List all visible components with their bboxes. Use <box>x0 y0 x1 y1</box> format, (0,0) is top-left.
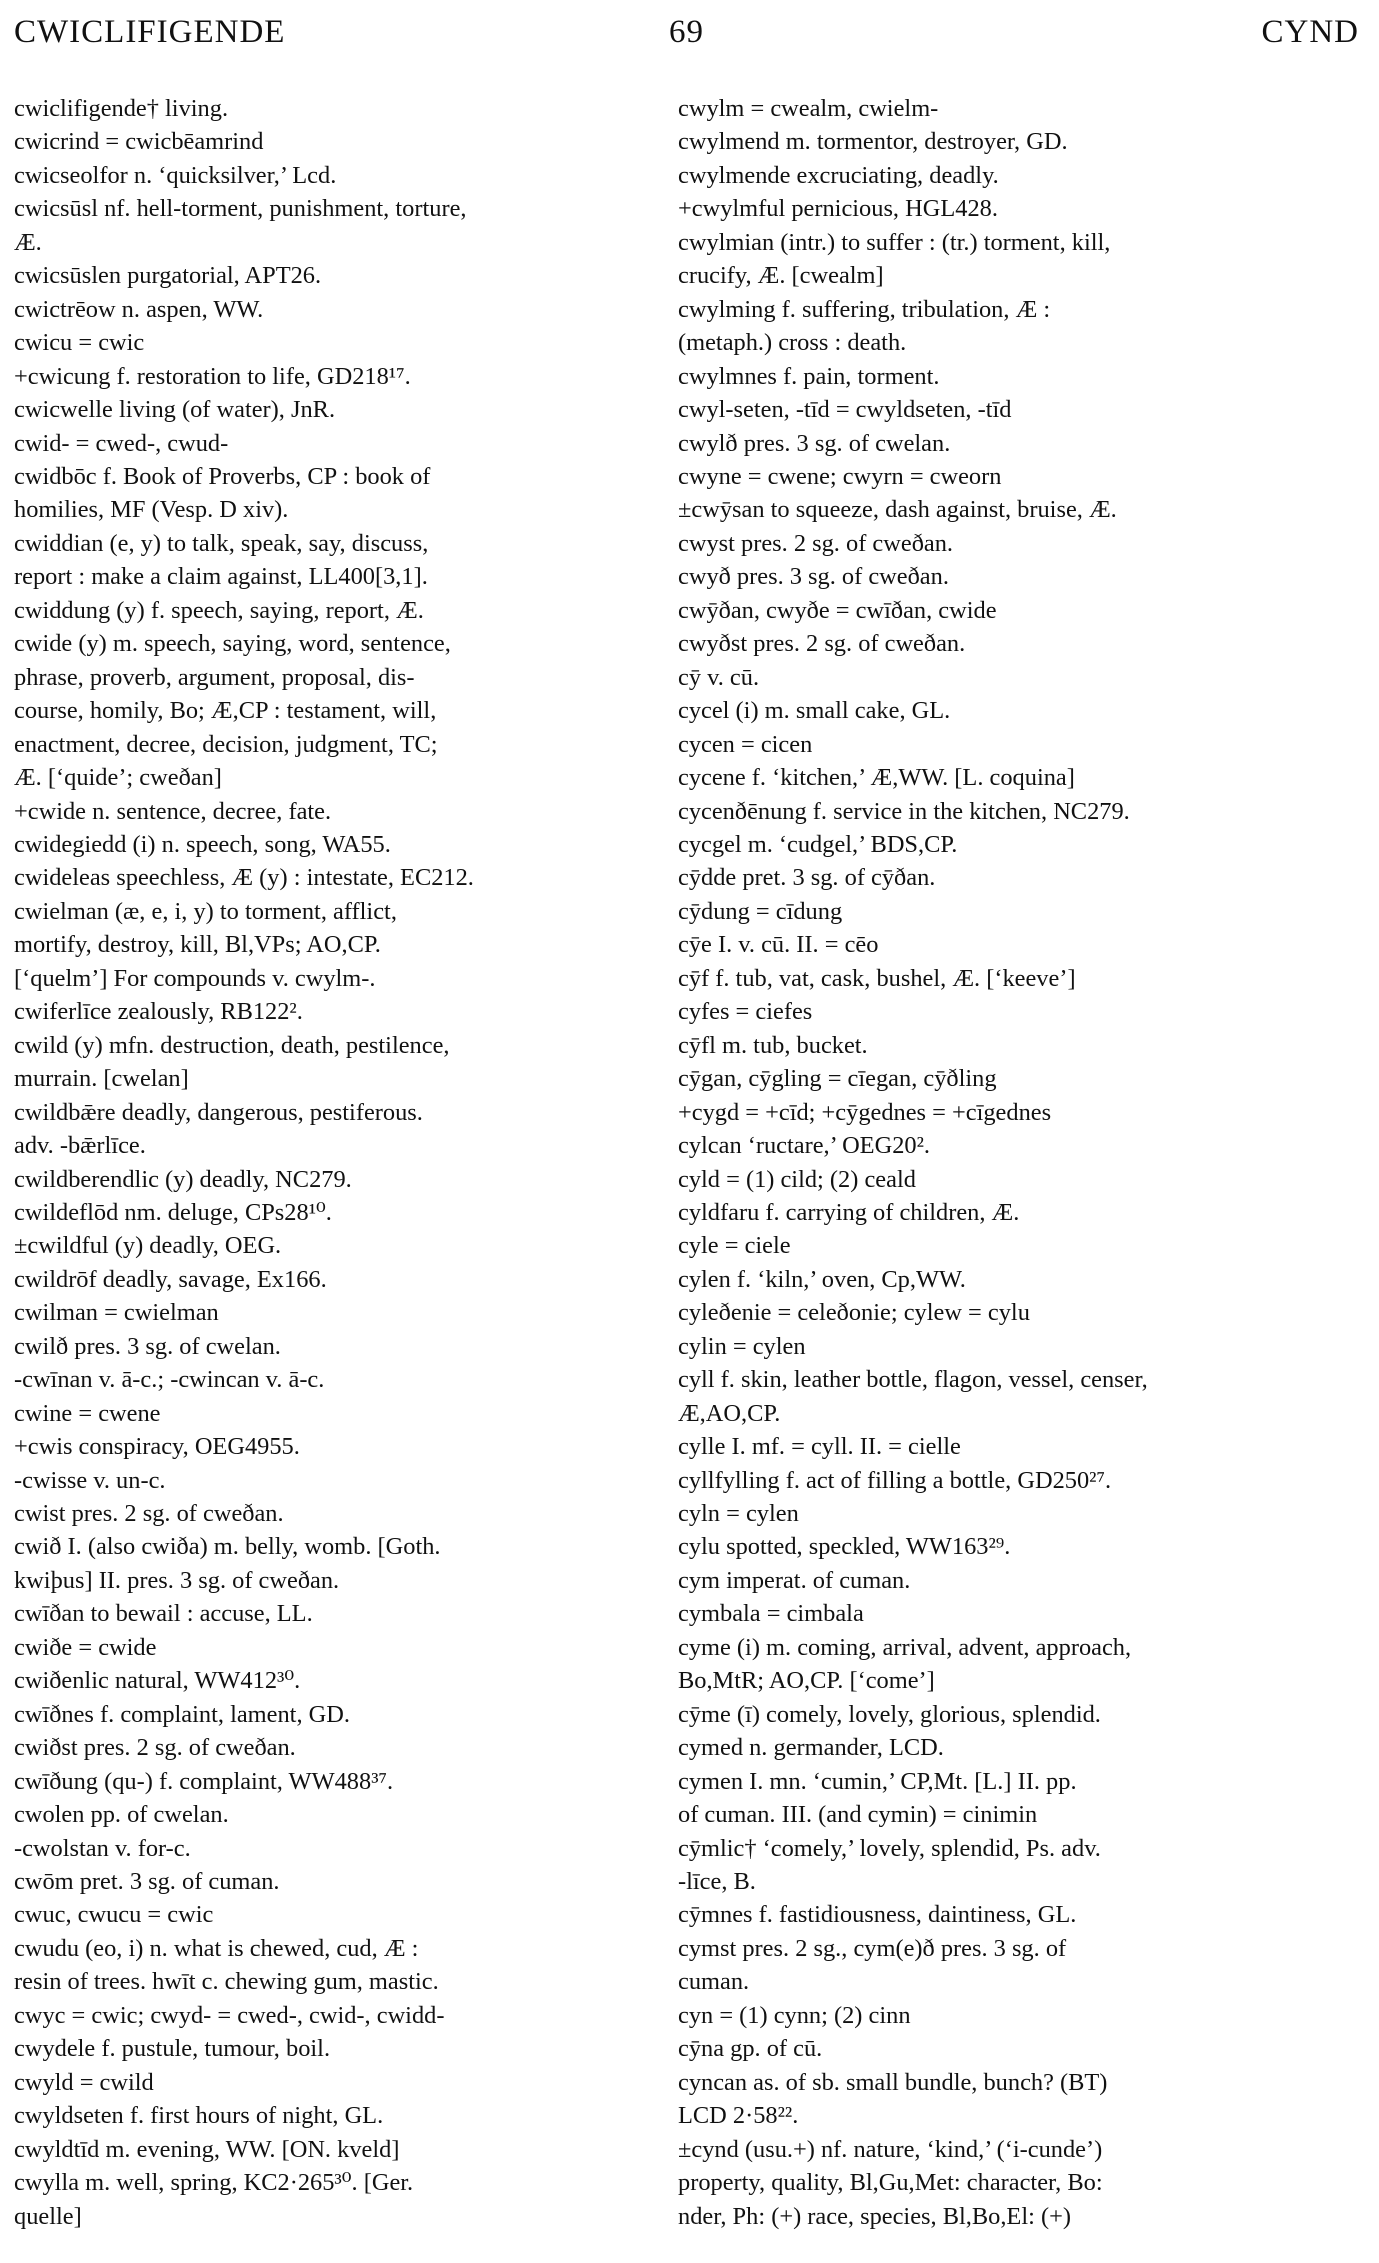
dictionary-line: cwīðung (qu-) f. complaint, WW488³⁷. <box>14 1767 394 1795</box>
dictionary-line: cwyne = cwene; cwyrn = cweorn <box>678 462 1002 490</box>
dictionary-line: cwyst pres. 2 sg. of cweðan. <box>678 529 954 557</box>
dictionary-line: cymen I. mn. ‘cumin,’ CP,Mt. [L.] II. pp. <box>678 1767 1077 1795</box>
dictionary-line: cwicu = cwic <box>14 329 145 357</box>
dictionary-line: cyln = cylen <box>678 1500 799 1528</box>
dictionary-line: cwielman (æ, e, i, y) to torment, afflict, <box>14 897 397 925</box>
dictionary-line: cwicseolfor n. ‘quicksilver,’ Lcd. <box>14 161 337 189</box>
dictionary-line: cwildberendlic (y) deadly, NC279. <box>14 1165 352 1193</box>
dictionary-line: enactment, decree, decision, judgment, TC; <box>14 730 438 758</box>
dictionary-line: cyldfaru f. carrying of children, Æ. <box>678 1198 1020 1226</box>
dictionary-line: Æ. [‘quide’; cweðan] <box>14 764 222 792</box>
dictionary-line: quelle] <box>14 2202 82 2230</box>
dictionary-line: cwicsūslen purgatorial, APT26. <box>14 262 322 290</box>
dictionary-line: cuman. <box>678 1968 750 1996</box>
dictionary-line: cwīðnes f. complaint, lament, GD. <box>14 1700 350 1728</box>
dictionary-line: cwylð pres. 3 sg. of cwelan. <box>678 429 951 457</box>
dictionary-line: cwid- = cwed-, cwud- <box>14 429 229 457</box>
dictionary-line: cylle I. mf. = cyll. II. = cielle <box>678 1433 961 1461</box>
dictionary-line: cyme (i) m. coming, arrival, advent, approach, <box>678 1633 1132 1661</box>
dictionary-line: course, homily, Bo; Æ,CP : testament, will, <box>14 697 437 725</box>
dictionary-line: kwiþus] II. pres. 3 sg. of cweðan. <box>14 1566 340 1594</box>
dictionary-line: adv. -bǣrlīce. <box>14 1132 146 1160</box>
dictionary-line: cwōm pret. 3 sg. of cuman. <box>14 1868 280 1896</box>
dictionary-line: cyllfylling f. act of filling a bottle, GD250²⁷. <box>678 1466 1112 1494</box>
dictionary-line: cwiddian (e, y) to talk, speak, say, discuss, <box>14 529 429 557</box>
dictionary-line: cwine = cwene <box>14 1399 161 1427</box>
dictionary-line: cycen = cicen <box>678 730 813 758</box>
dictionary-line: cwylming f. suffering, tribulation, Æ : <box>678 295 1051 323</box>
dictionary-line: cwylm = cwealm, cwielm- <box>678 95 939 122</box>
dictionary-line: cwicsūsl nf. hell-torment, punishment, torture, <box>14 195 467 223</box>
dictionary-line: cwist pres. 2 sg. of cweðan. <box>14 1500 284 1528</box>
dictionary-line: cymed n. germander, LCD. <box>678 1734 944 1762</box>
dictionary-line: cylcan ‘ructare,’ OEG20². <box>678 1132 930 1160</box>
dictionary-line: ±cwȳsan to squeeze, dash against, bruise, Æ. <box>678 496 1117 524</box>
right-column <box>678 92 1358 2233</box>
dictionary-line: report : make a claim against, LL400[3,1]. <box>14 563 428 591</box>
dictionary-line: cȳ v. cū. <box>678 663 760 691</box>
dictionary-line: +cwide n. sentence, decree, fate. <box>14 797 332 825</box>
dictionary-line: +cwis conspiracy, OEG4955. <box>14 1433 300 1461</box>
dictionary-line: cwiferlīce zealously, RB122². <box>14 998 303 1026</box>
dictionary-line: cyncan as. of sb. small bundle, bunch? (BT) <box>678 2068 1108 2096</box>
dictionary-line: cwildeflōd nm. deluge, CPs28¹⁰. <box>14 1198 332 1226</box>
dictionary-line: cwuc, cwucu = cwic <box>14 1901 214 1929</box>
dictionary-line: +cygd = +cīd; +cȳgednes = +cīgednes <box>678 1098 1052 1126</box>
dictionary-line: (metaph.) cross : death. <box>678 329 907 357</box>
dictionary-line: cȳmlic† ‘comely,’ lovely, splendid, Ps. adv. <box>678 1834 1101 1862</box>
dictionary-line: cwudu (eo, i) n. what is chewed, cud, Æ : <box>14 1934 419 1962</box>
dictionary-line: cwicrind = cwicbēamrind <box>14 128 264 156</box>
dictionary-line: cwild (y) mfn. destruction, death, pestilence, <box>14 1031 450 1059</box>
dictionary-line: Æ,AO,CP. <box>678 1399 781 1427</box>
dictionary-line: -cwīnan v. ā-c.; -cwincan v. ā-c. <box>14 1366 325 1394</box>
dictionary-line: cwide (y) m. speech, saying, word, sentence, <box>14 630 451 658</box>
dictionary-line: cymbala = cimbala <box>678 1600 864 1628</box>
dictionary-line: cwildrōf deadly, savage, Ex166. <box>14 1265 327 1293</box>
dictionary-line: cwiddung (y) f. speech, saying, report, Æ. <box>14 596 424 624</box>
dictionary-line: ±cynd (usu.+) nf. nature, ‘kind,’ (‘i-cunde’) <box>678 2135 1103 2163</box>
dictionary-line: cwyð pres. 3 sg. of cweðan. <box>678 563 949 591</box>
dictionary-line: cyleðenie = celeðonie; cylew = cylu <box>678 1299 1030 1327</box>
dictionary-line: mortify, destroy, kill, Bl,VPs; AO,CP. <box>14 931 381 959</box>
dictionary-line: murrain. [cwelan] <box>14 1065 189 1093</box>
dictionary-line: Bo,MtR; AO,CP. [‘come’] <box>678 1667 935 1695</box>
dictionary-line: homilies, MF (Vesp. D xiv). <box>14 496 289 524</box>
dictionary-line: Æ. <box>14 228 42 256</box>
header-first-headword: CWICLIFIGENDE <box>14 14 286 50</box>
dictionary-line: cycel (i) m. small cake, GL. <box>678 697 951 725</box>
page-number: 69 <box>669 14 704 50</box>
dictionary-line: property, quality, Bl,Gu,Met: character, Bo: <box>678 2169 1103 2197</box>
dictionary-line: resin of trees. hwīt c. chewing gum, mastic. <box>14 1968 439 1996</box>
dictionary-line: cyll f. skin, leather bottle, flagon, vessel, censer, <box>678 1366 1148 1394</box>
dictionary-line: of cuman. III. (and cymin) = cinimin <box>678 1801 1038 1829</box>
dictionary-line: cwyðst pres. 2 sg. of cweðan. <box>678 630 966 658</box>
dictionary-line: cwīðan to bewail : accuse, LL. <box>14 1600 313 1628</box>
dictionary-line: cȳdde pret. 3 sg. of cȳðan. <box>678 864 936 892</box>
dictionary-line: cwiðst pres. 2 sg. of cweðan. <box>14 1734 296 1762</box>
dictionary-line: +cwicung f. restoration to life, GD218¹⁷. <box>14 362 411 390</box>
dictionary-line: cylen f. ‘kiln,’ oven, Cp,WW. <box>678 1265 966 1293</box>
dictionary-line: cwyld = cwild <box>14 2068 154 2096</box>
dictionary-line: cwylla m. well, spring, KC2·265³⁰. [Ger. <box>14 2169 414 2197</box>
dictionary-line: cwilman = cwielman <box>14 1299 219 1327</box>
dictionary-line: cȳdung = cīdung <box>678 897 843 925</box>
dictionary-line: LCD 2·58²². <box>678 2102 799 2130</box>
dictionary-line: cwiclifigende† living. <box>14 95 229 122</box>
dictionary-line: -līce, B. <box>678 1868 756 1896</box>
dictionary-line: cwydele f. pustule, tumour, boil. <box>14 2035 331 2063</box>
dictionary-line: cȳfl m. tub, bucket. <box>678 1031 868 1059</box>
dictionary-line: cȳe I. v. cū. II. = cēo <box>678 931 879 959</box>
dictionary-line: [‘quelm’] For compounds v. cwylm-. <box>14 964 376 992</box>
dictionary-line: cwidbōc f. Book of Proverbs, CP : book of <box>14 462 431 490</box>
dictionary-line: cyn = (1) cynn; (2) cinn <box>678 2001 911 2029</box>
dictionary-line: cycenðēnung f. service in the kitchen, NC279. <box>678 797 1130 825</box>
dictionary-line: cwictrēow n. aspen, WW. <box>14 295 264 323</box>
dictionary-line: cȳgan, cȳgling = cīegan, cȳðling <box>678 1065 997 1093</box>
dictionary-line: cwilð pres. 3 sg. of cwelan. <box>14 1332 281 1360</box>
dictionary-line: -cwolstan v. for-c. <box>14 1834 191 1862</box>
dictionary-line: cȳmnes f. fastidiousness, daintiness, GL. <box>678 1901 1077 1929</box>
dictionary-line: phrase, proverb, argument, proposal, dis- <box>14 663 415 691</box>
dictionary-line: cwiðenlic natural, WW412³⁰. <box>14 1667 301 1695</box>
dictionary-line: cwyl-seten, -tīd = cwyldseten, -tīd <box>678 396 1012 424</box>
dictionary-line: cwylmnes f. pain, torment. <box>678 362 940 390</box>
dictionary-line: cȳna gp. of cū. <box>678 2035 823 2063</box>
dictionary-line: cycene f. ‘kitchen,’ Æ,WW. [L. coquina] <box>678 764 1075 792</box>
dictionary-line: cȳf f. tub, vat, cask, bushel, Æ. [‘keeve’] <box>678 964 1076 992</box>
dictionary-line: -cwisse v. un-c. <box>14 1466 166 1494</box>
dictionary-line: cyld = (1) cild; (2) ceald <box>678 1165 916 1193</box>
dictionary-line: cym imperat. of cuman. <box>678 1566 911 1594</box>
dictionary-line: cylu spotted, speckled, WW163²⁹. <box>678 1533 1011 1561</box>
dictionary-line: cwȳðan, cwyðe = cwīðan, cwide <box>678 596 997 624</box>
dictionary-line: cȳme (ī) comely, lovely, glorious, splendid. <box>678 1700 1101 1728</box>
dictionary-line: cwiðe = cwide <box>14 1633 157 1661</box>
dictionary-line: cwideleas speechless, Æ (y) : intestate, EC212. <box>14 864 474 892</box>
dictionary-line: crucify, Æ. [cwealm] <box>678 262 884 290</box>
dictionary-line: cwidegiedd (i) n. speech, song, WA55. <box>14 830 391 858</box>
dictionary-line: cwyldseten f. first hours of night, GL. <box>14 2102 384 2130</box>
dictionary-line: cymst pres. 2 sg., cym(e)ð pres. 3 sg. of <box>678 1934 1067 1962</box>
dictionary-line: cyle = ciele <box>678 1232 791 1260</box>
dictionary-line: nder, Ph: (+) race, species, Bl,Bo,El: (+) <box>678 2202 1071 2230</box>
dictionary-line: cyfes = ciefes <box>678 998 813 1026</box>
dictionary-line: cwolen pp. of cwelan. <box>14 1801 229 1829</box>
dictionary-line: cycgel m. ‘cudgel,’ BDS,CP. <box>678 830 958 858</box>
left-column <box>14 92 662 2233</box>
dictionary-line: cwicwelle living (of water), JnR. <box>14 396 336 424</box>
running-header <box>14 14 1359 54</box>
dictionary-line: cwyc = cwic; cwyd- = cwed-, cwid-, cwidd- <box>14 2001 445 2029</box>
dictionary-line: cwildbǣre deadly, dangerous, pestiferous. <box>14 1098 423 1126</box>
dictionary-line: ±cwildful (y) deadly, OEG. <box>14 1232 282 1260</box>
dictionary-line: +cwylmful pernicious, HGL428. <box>678 195 998 223</box>
header-last-headword: CYND <box>1261 14 1359 50</box>
dictionary-line: cylin = cylen <box>678 1332 806 1360</box>
dictionary-line: cwið I. (also cwiða) m. belly, womb. [Goth. <box>14 1533 441 1561</box>
dictionary-line: cwylmian (intr.) to suffer : (tr.) torment, kill, <box>678 228 1111 256</box>
dictionary-line: cwyldtīd m. evening, WW. [ON. kveld] <box>14 2135 400 2163</box>
dictionary-line: cwylmend m. tormentor, destroyer, GD. <box>678 128 1068 156</box>
dictionary-line: cwylmende excruciating, deadly. <box>678 161 999 189</box>
